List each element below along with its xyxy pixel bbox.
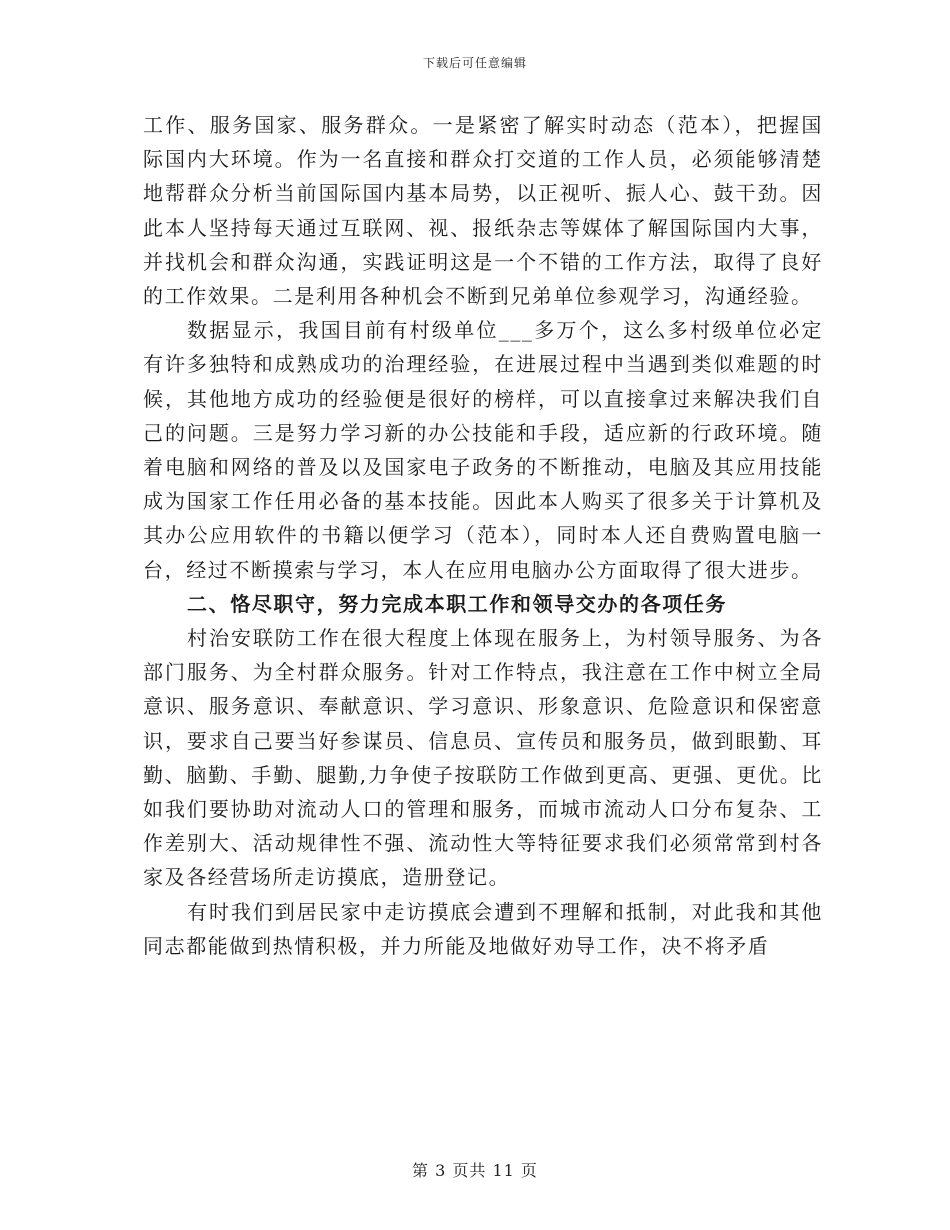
paragraph-3: 村治安联防工作在很大程度上体现在服务上，为村领导服务、为各部门服务、为全村群众服务。针对工作特点，我注意在工作中树立全局意识、服务意识、奉献意识、学习意识、形象意识、危险意识和保密意识，要求自己要当好参谋员、信息员、宣传员和服务员，做到眼勤、耳勤、脑勤、手勤、腿勤,力争使子按联防工作做到更高、更强、更优。比如我们要协助对流动人口的管理和服务，而城市流动人口分布复杂、工作差别大、活动规律性不强、流动性大等特征要求我们必须常常到村各家及各经营场所走访摸底，造册登记。 — [143, 626, 823, 890]
section-heading: 二、恪尽职守，努力完成本职工作和领导交办的各项任务 — [187, 591, 727, 616]
page-number-footer: 第 3 页共 11 页 — [412, 1161, 538, 1180]
page-header-note: 下载后可任意编辑 — [422, 56, 527, 70]
paragraph-2: 数据显示，我国目前有村级单位___多万个，这么多村级单位必定有许多独特和成熟成功的治理经验，在进展过程中当遇到类似难题的时候，其他地方成功的经验便是很好的榜样，可以直接拿过来解决我们自己的问题。三是努力学习新的办公技能和手段，适应新的行政环境。随着电脑和网络的普及以及国家电子政务的不断推动，电脑及其应用技能成为国家工作任用必备的基本技能。因此本人购买了很多关于计算机及其办公应用软件的书籍以便学习（范本），同时本人还自费购置电脑一台，经过不断摸索与学习，本人在应用电脑办公方面取得了很大进步。 — [143, 318, 823, 582]
paragraph-1: 工作、服务国家、服务群众。一是紧密了解实时动态（范本），把握国际国内大环境。作为一名直接和群众打交道的工作人员，必须能够清楚地帮群众分析当前国际国内基本局势，以正视听、振人心、鼓干劲。因此本人坚持每天通过互联网、视、报纸杂志等媒体了解国际国内大事，并找机会和群众沟通，实践证明这是一个不错的工作方法，取得了良好的工作效果。二是利用各种机会不断到兄弟单位参观学习，沟通经验。 — [143, 113, 823, 309]
document-body — [143, 108, 823, 963]
paragraph-4: 有时我们到居民家中走访摸底会遭到不理解和抵制，对此我和其他同志都能做到热情积极，并力所能及地做好劝导工作，决不将矛盾 — [143, 899, 823, 958]
